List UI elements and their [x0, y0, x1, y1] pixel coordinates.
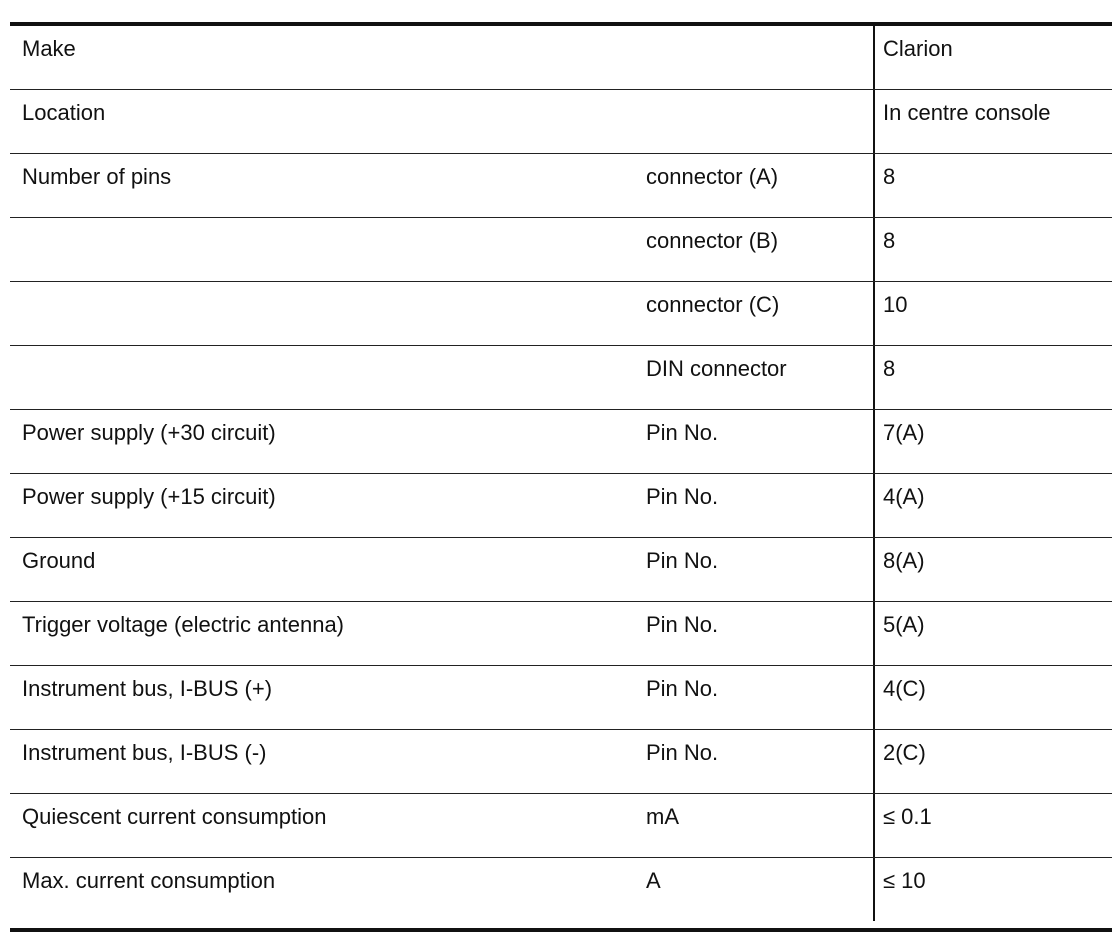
row-unit: Pin No.: [646, 484, 719, 509]
row-value: 8: [883, 228, 896, 253]
row-label: Max. current consumption: [22, 868, 276, 893]
row-label: Location: [22, 100, 106, 125]
row-unit: Pin No.: [646, 740, 719, 765]
row-unit: Pin No.: [646, 612, 719, 637]
table-row-pins-a: [10, 154, 1112, 218]
table-row-ground: [10, 538, 1112, 602]
row-unit: Pin No.: [646, 420, 719, 445]
row-value: ≤ 0.1: [883, 804, 932, 829]
row-value: Clarion: [883, 36, 953, 61]
row-unit: mA: [646, 804, 679, 829]
table-row-pins-din: [10, 346, 1112, 410]
row-value: In centre console: [883, 100, 1051, 125]
table-row-quiescent-current: [10, 794, 1112, 858]
row-label: Instrument bus, I-BUS (-): [22, 740, 267, 765]
row-label: Power supply (+15 circuit): [22, 484, 276, 509]
table-row-pins-b: [10, 218, 1112, 282]
table-row-ibus-plus: [10, 666, 1112, 730]
row-unit: Pin No.: [646, 548, 719, 573]
table-row-pins-c: [10, 282, 1112, 346]
row-value: 4(A): [883, 484, 925, 509]
row-value: 4(C): [883, 676, 926, 701]
row-label: Make: [22, 36, 76, 61]
row-label: Quiescent current consumption: [22, 804, 327, 829]
row-value: ≤ 10: [883, 868, 926, 893]
row-label: Ground: [22, 548, 96, 573]
row-value: 7(A): [883, 420, 925, 445]
row-unit: connector (C): [646, 292, 780, 317]
row-value: 10: [883, 292, 908, 317]
row-label: Power supply (+30 circuit): [22, 420, 276, 445]
table-row-power-15: [10, 474, 1112, 538]
table-row-power-30: [10, 410, 1112, 474]
row-value: 8: [883, 356, 896, 381]
row-unit: A: [646, 868, 661, 893]
table-bottom-rule: [10, 928, 1112, 932]
table-row-trigger-voltage: [10, 602, 1112, 666]
row-value: 8: [883, 164, 896, 189]
spec-table: [10, 22, 1112, 932]
row-value: 8(A): [883, 548, 925, 573]
row-unit: connector (B): [646, 228, 779, 253]
table-row-max-current: [10, 858, 1112, 922]
table-row-location: [10, 90, 1112, 154]
row-unit: DIN connector: [646, 356, 787, 381]
row-unit: connector (A): [646, 164, 779, 189]
table-row-ibus-minus: [10, 730, 1112, 794]
row-value: 2(C): [883, 740, 926, 765]
row-label: Trigger voltage (electric antenna): [22, 612, 345, 637]
row-unit: Pin No.: [646, 676, 719, 701]
row-label: Instrument bus, I-BUS (+): [22, 676, 273, 701]
table-row-make: [10, 26, 1112, 90]
row-label: Number of pins: [22, 164, 172, 189]
row-value: 5(A): [883, 612, 925, 637]
